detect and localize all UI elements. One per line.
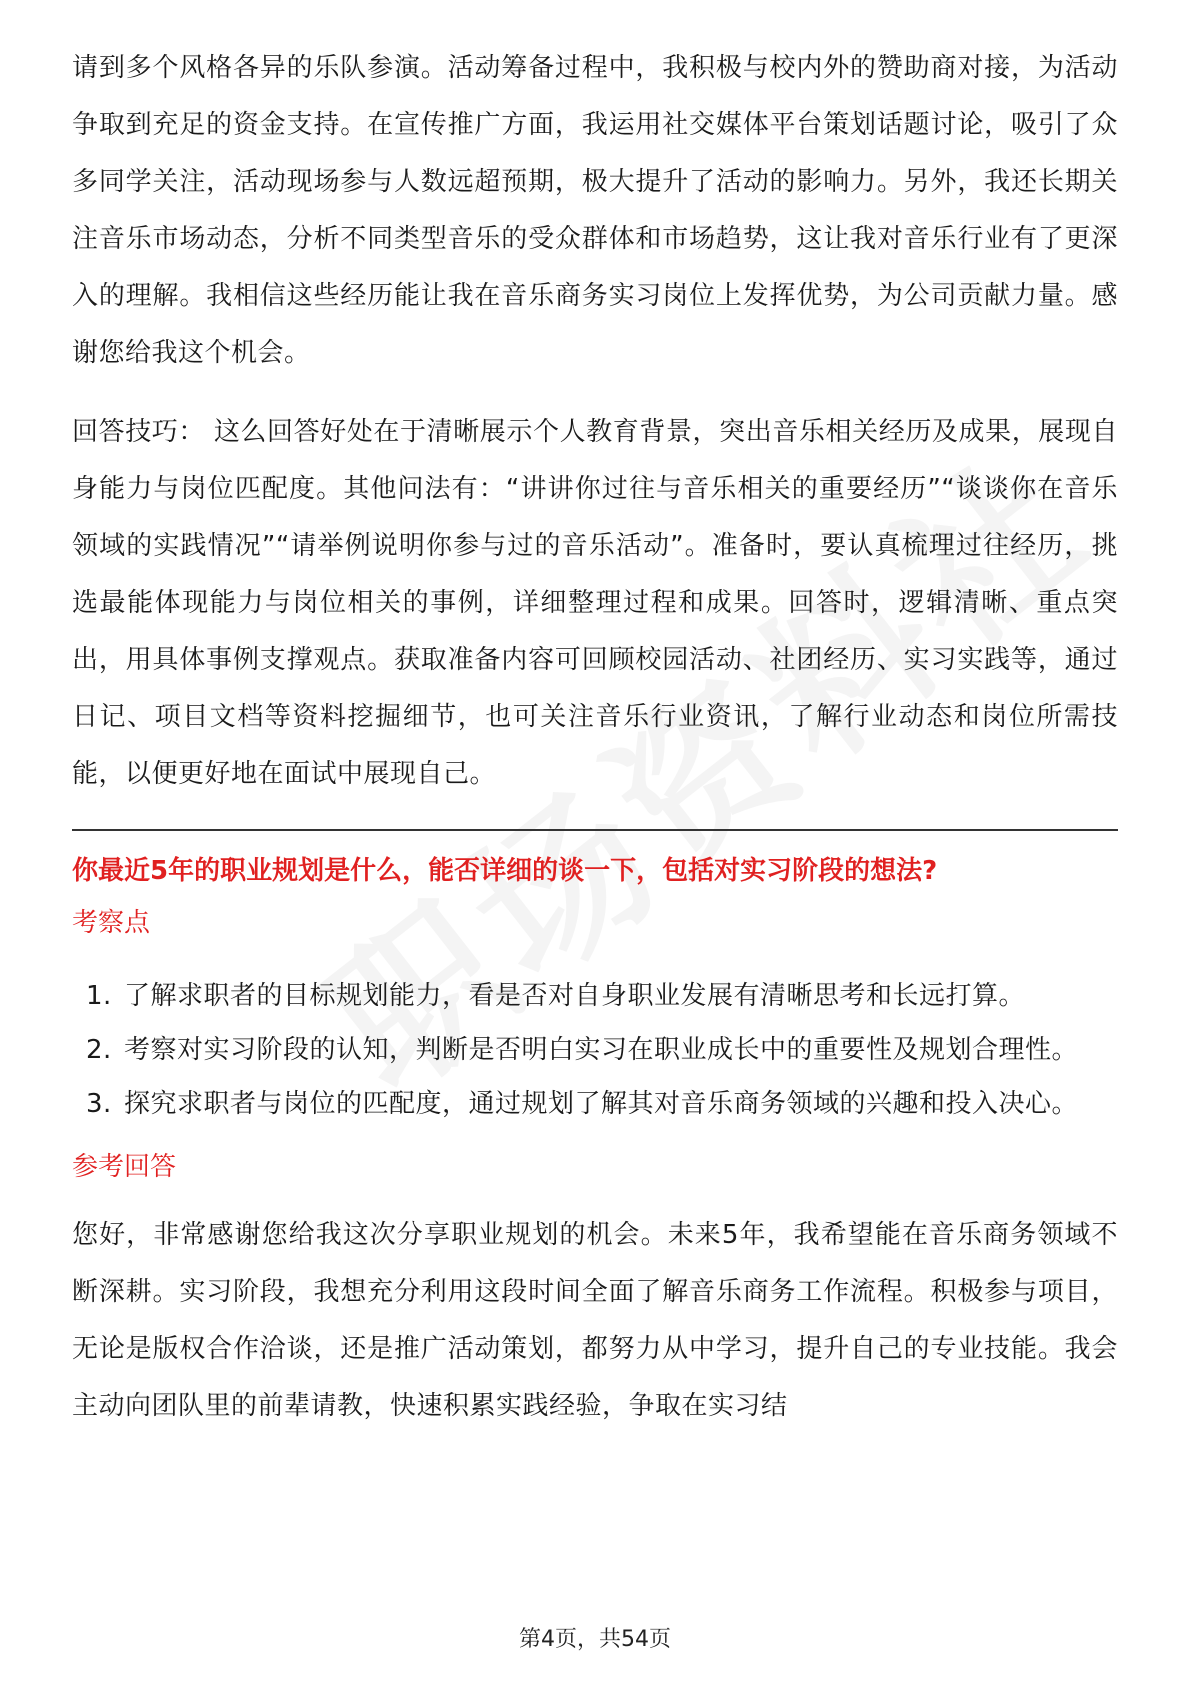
tips-paragraph: 回答技巧： 这么回答好处在于清晰展示个人教育背景，突出音乐相关经历及成果，展现自身能力与岗位匹配度。其他问法有：“讲讲你过往与音乐相关的重要经历”“谈谈你在音乐领域的实践情况”“请举例说明你参与过的音乐活动”。准备时，要认真梳理过往经历，挑选最能体现能力与岗位相关的事例，详细整理过程和成果。回答时，逻辑清晰、重点突出，用具体事例支撑观点。获取准备内容可回顾校园活动、社团经历、实习实践等，通过日记、项目文档等资料挖掘细节，也可关注音乐行业资讯，了解行业动态和岗位所需技能，以便更好地在面试中展现自己。 bbox=[72, 417, 1118, 789]
page-footer: 第4页，共54页 bbox=[519, 1627, 671, 1652]
list-text: 了解求职者的目标规划能力，看是否对自身职业发展有清晰思考和长远打算。 bbox=[124, 981, 1026, 1011]
document-page bbox=[72, 40, 1118, 1435]
answer-paragraph: 您好，非常感谢您给我这次分享职业规划的机会。未来5年，我希望能在音乐商务领域不断深耕。实习阶段，我想充分利用这段时间全面了解音乐商务工作流程。积极参与项目，无论是版权合作洽谈，还是推广活动策划，都努力从中学习，提升自己的专业技能。我会主动向团队里的前辈请教，快速积累实践经验，争取在实习结 bbox=[72, 1220, 1118, 1421]
examine-label: 考察点 bbox=[72, 908, 151, 938]
list-number: 2. bbox=[86, 1035, 112, 1065]
list-number: 3. bbox=[86, 1089, 112, 1119]
list-text: 考察对实习阶段的认知，判断是否明白实习在职业成长中的重要性及规划合理性。 bbox=[124, 1035, 1079, 1065]
section-divider bbox=[72, 829, 1118, 831]
list-item bbox=[72, 969, 1118, 1023]
list-number: 1. bbox=[86, 981, 112, 1011]
examine-points-list bbox=[72, 969, 1118, 1131]
spacer bbox=[72, 382, 1118, 404]
list-item bbox=[72, 1077, 1118, 1131]
list-item bbox=[72, 1023, 1118, 1077]
question-heading: 你最近5年的职业规划是什么，能否详细的谈一下，包括对实习阶段的想法? bbox=[72, 856, 938, 886]
spacer bbox=[72, 1193, 1118, 1207]
list-text: 探究求职者与岗位的匹配度，通过规划了解其对音乐商务领域的兴趣和投入决心。 bbox=[124, 1089, 1079, 1119]
intro-paragraph: 请到多个风格各异的乐队参演。活动筹备过程中，我积极与校内外的赞助商对接，为活动争取到充足的资金支持。在宣传推广方面，我运用社交媒体平台策划话题讨论，吸引了众多同学关注，活动现场参与人数远超预期，极大提升了活动的影响力。另外，我还长期关注音乐市场动态，分析不同类型音乐的受众群体和市场趋势，这让我对音乐行业有了更深入的理解。我相信这些经历能让我在音乐商务实习岗位上发挥优势，为公司贡献力量。感谢您给我这个机会。 bbox=[72, 53, 1118, 368]
answer-label: 参考回答 bbox=[72, 1152, 177, 1182]
